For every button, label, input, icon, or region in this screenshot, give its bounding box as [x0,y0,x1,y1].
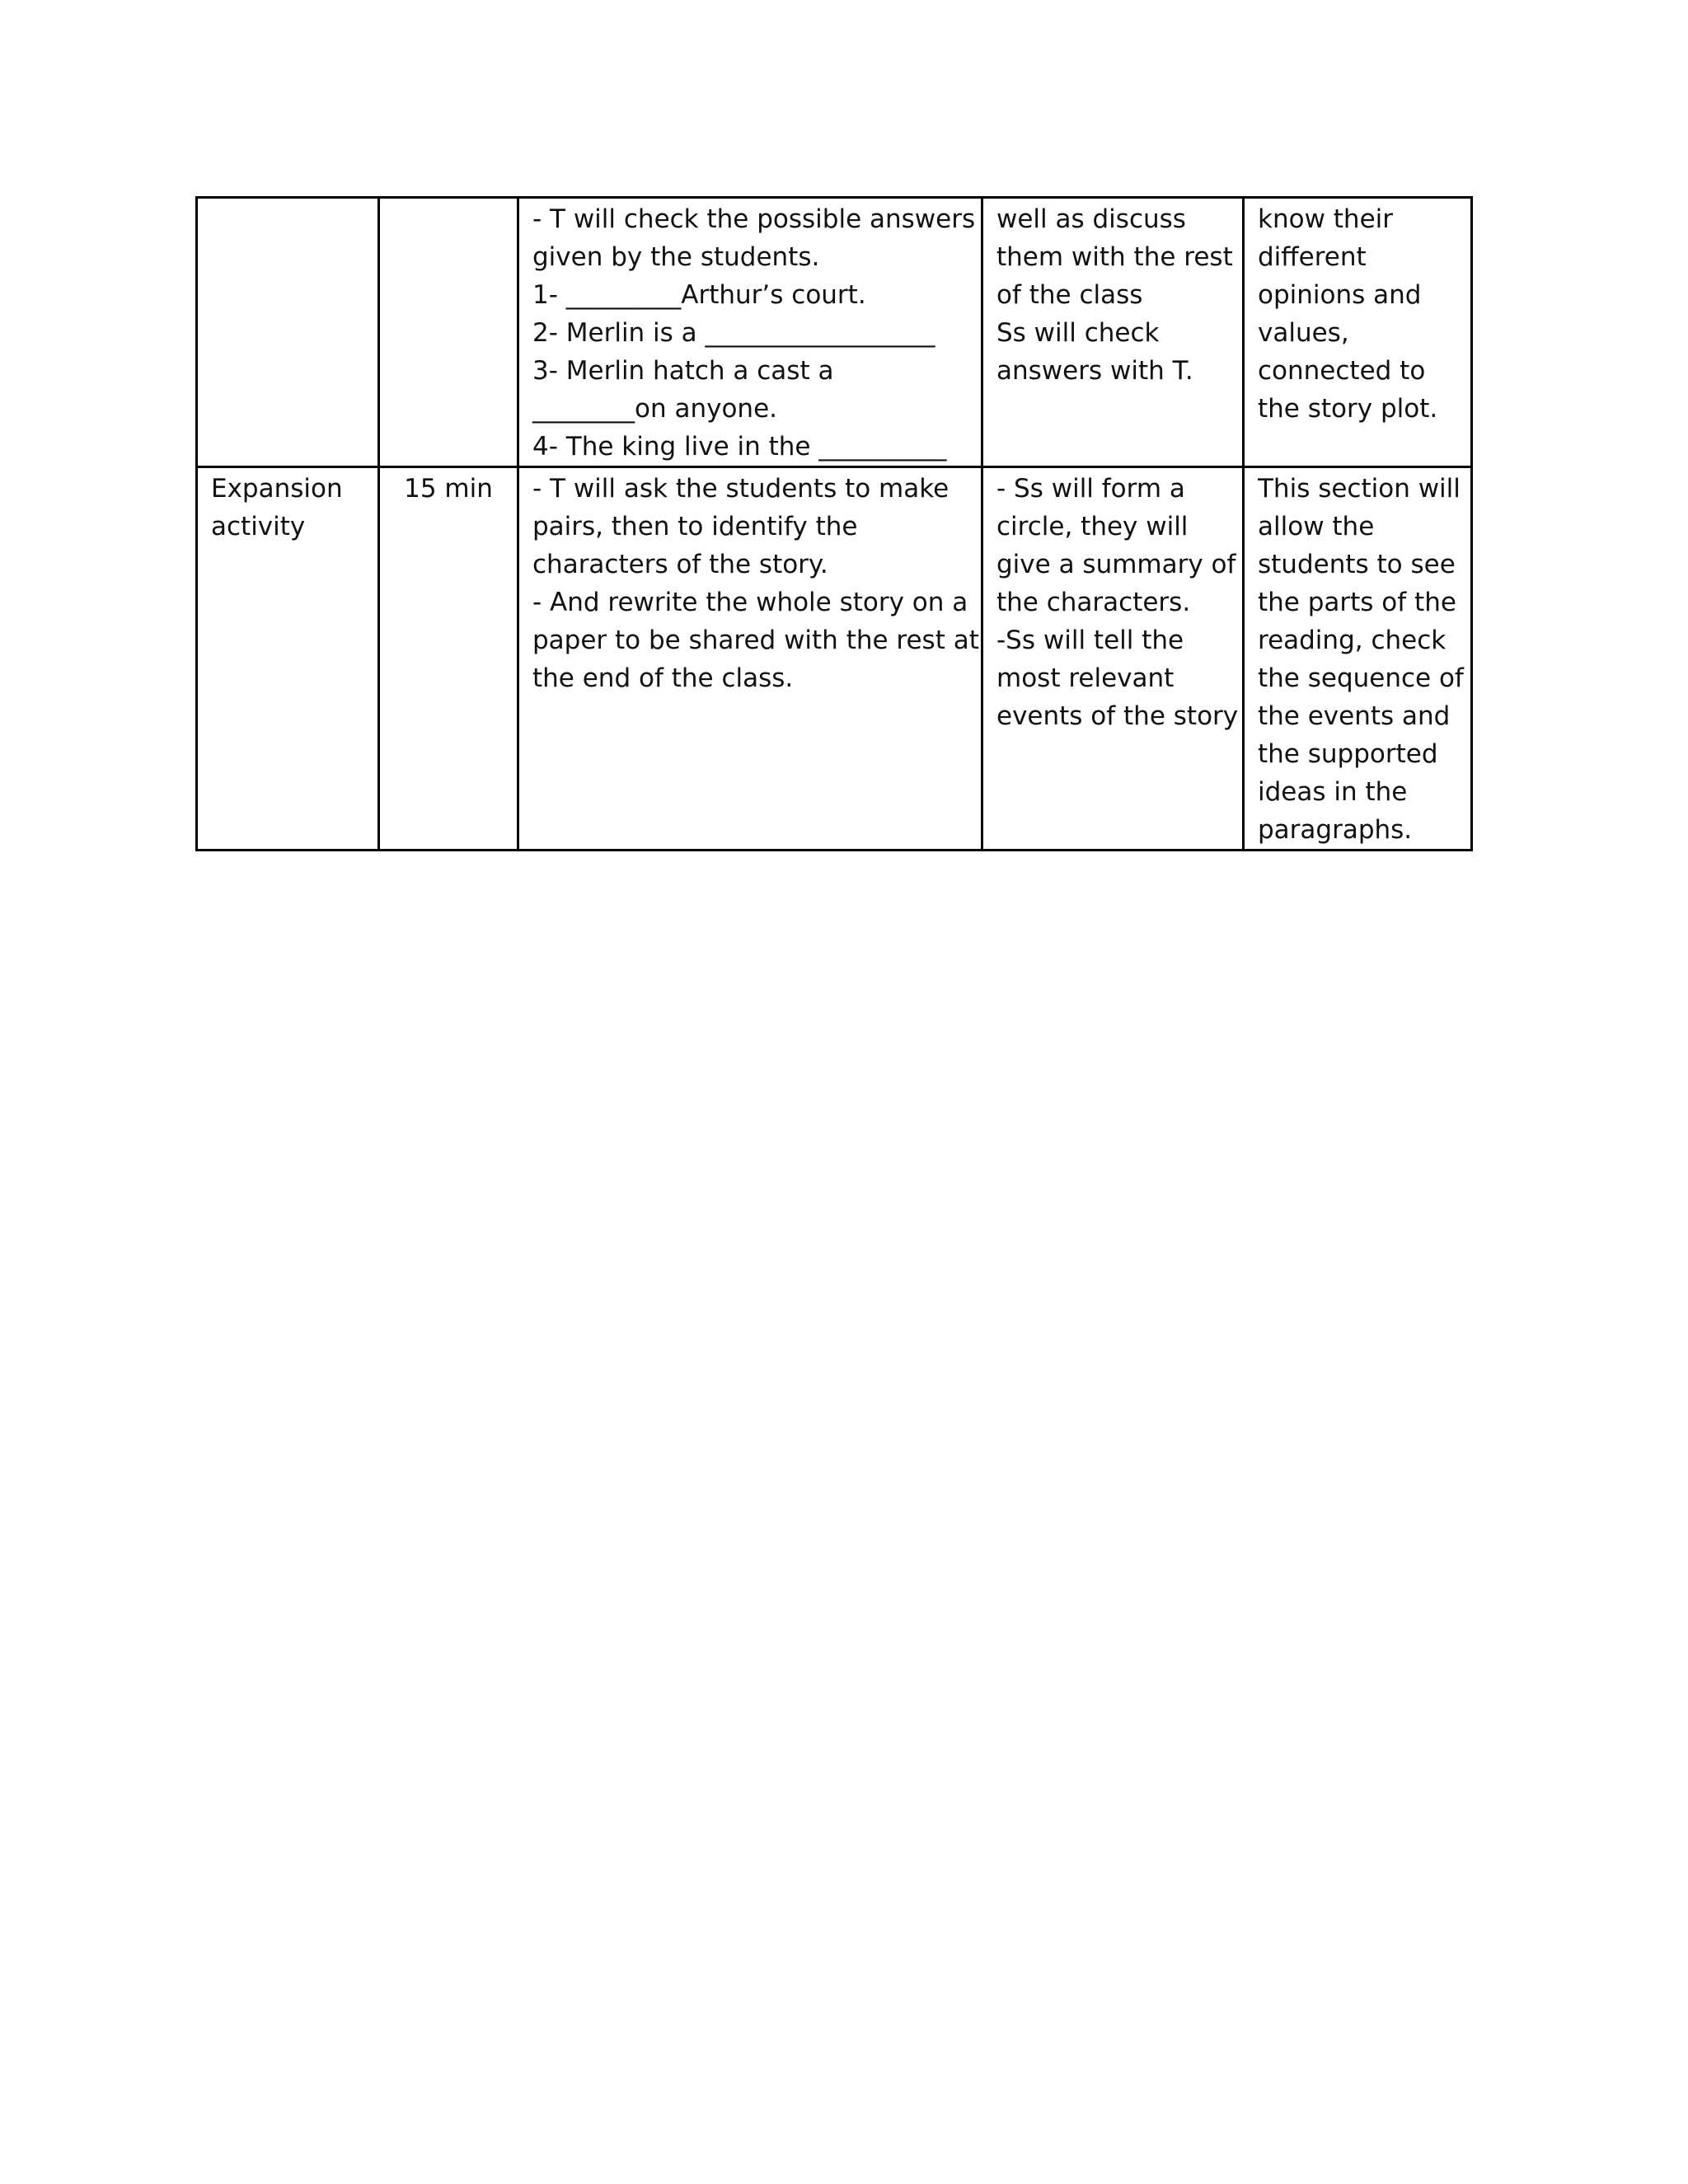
text-line: the end of the class. [532,663,794,693]
text-line: activity [211,512,306,541]
text-line: most relevant [996,663,1175,693]
text-line: the events and [1258,701,1451,731]
text-line: - And rewrite the whole story on a [532,588,968,617]
text-line: - T will check the possible answers [532,204,976,234]
text-line: give a summary of [996,550,1236,579]
text-line: know their [1258,204,1394,234]
text-line: paper to be shared with the rest at [532,626,979,655]
text-line: given by the students. [532,242,820,272]
table-row [197,198,1472,467]
text-line: well as discuss [996,204,1186,234]
text-line: the story plot. [1258,394,1438,424]
text-line: of the class [996,280,1143,310]
text-line: students to see [1258,550,1456,579]
text-line: - Ss will form a [996,474,1185,504]
text-line: them with the rest [996,242,1233,272]
text-line: the characters. [996,588,1191,617]
text-line: ideas in the [1258,777,1408,807]
text-line: values, [1258,318,1349,348]
student-activity-cell [982,467,1244,851]
text-line: opinions and [1258,280,1422,310]
teacher-activity-cell [518,467,982,851]
text-line: 2- Merlin is a __________________ [532,318,935,348]
text-line: different [1258,242,1367,272]
text-line: the parts of the [1258,588,1456,617]
text-line: circle, they will [996,512,1189,541]
text-line: events of the story [996,701,1239,731]
text-line: 1- _________Arthur’s court. [532,280,866,310]
text-line: allow the [1258,512,1375,541]
text-line: - T will ask the students to make [532,474,950,504]
purpose-cell [1244,467,1472,851]
text-line: the sequence of [1258,663,1464,693]
time-cell [379,198,518,467]
text-line: pairs, then to identify the [532,512,858,541]
text-line: characters of the story. [532,550,828,579]
table-row [197,467,1472,851]
purpose-cell [1244,198,1472,467]
text-line: ________on anyone. [532,394,777,424]
text-line: paragraphs. [1258,815,1413,845]
text-line: answers with T. [996,356,1193,386]
text-line: 4- The king live in the __________ [532,432,947,462]
text-line: reading, check [1258,626,1447,655]
stage-cell [197,467,379,851]
text-line: Expansion [211,474,343,504]
lesson-plan-table [195,196,1473,851]
text-line: 3- Merlin hatch a cast a [532,356,834,386]
text-line: -Ss will tell the [996,626,1184,655]
text-line: Ss will check [996,318,1160,348]
text-line: This section will [1258,474,1461,504]
teacher-activity-cell [518,198,982,467]
text-line: the supported [1258,739,1438,769]
student-activity-cell [982,198,1244,467]
stage-cell [197,198,379,467]
text-line: connected to [1258,356,1426,386]
time-cell: 15 min [379,467,518,851]
